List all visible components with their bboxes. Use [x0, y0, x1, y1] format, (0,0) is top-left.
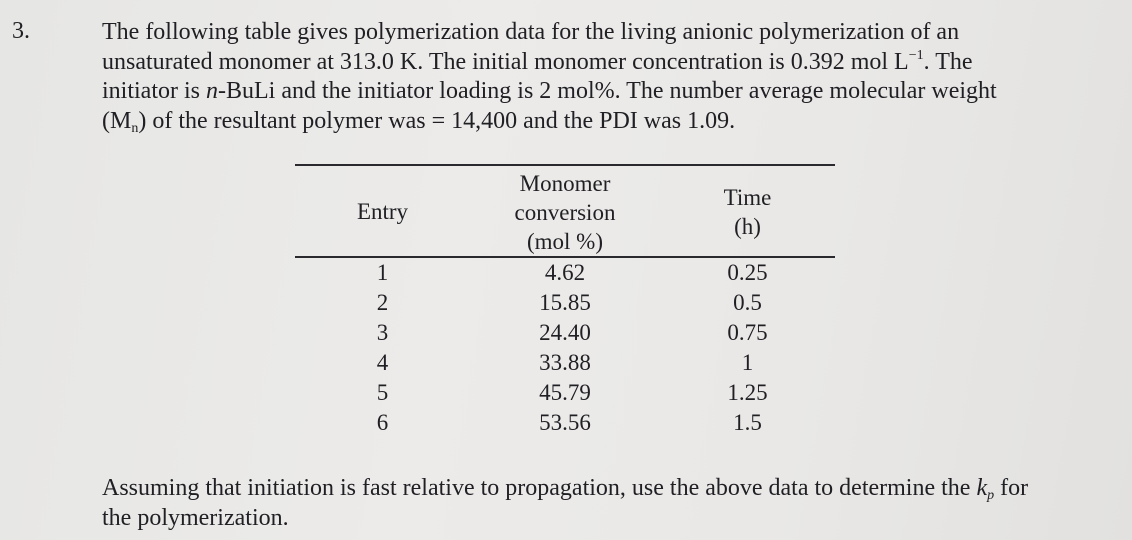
closing-line-2: the polymerization.	[102, 504, 289, 531]
line4-head: (M	[102, 107, 132, 134]
table-row-conversion: 53.56	[539, 410, 591, 435]
mn-subscript: n	[131, 120, 139, 136]
table-row-conversion: 45.79	[539, 380, 591, 405]
table-row-conversion: 15.85	[539, 290, 591, 315]
problem-line-1: The following table gives polymerization data for the living anionic polymerization of an	[102, 19, 960, 45]
line2-text: unsaturated monomer at 313.0 K. The initial monomer concentration is 0.392 mol L	[102, 48, 909, 75]
table-row-time: 0.75	[727, 320, 768, 345]
header-entry: Entry	[356, 199, 409, 224]
table-row-entry: 4	[376, 350, 389, 375]
table-row-entry: 2	[376, 290, 389, 315]
closing-line-1-tail: for	[994, 475, 1029, 501]
header-time-line-2: (h)	[734, 214, 761, 239]
entry-column	[295, 258, 470, 438]
table-row-time: 1.25	[727, 380, 768, 405]
closing-line-1	[102, 474, 1112, 504]
table-row-entry: 5	[376, 380, 389, 405]
units-superscript: −1	[908, 47, 924, 63]
question-number: 3.	[12, 18, 30, 44]
problem-line-2	[102, 48, 1102, 78]
table-row-time: 0.5	[733, 290, 762, 315]
problem-line-4	[102, 107, 1102, 137]
closing-line-1-head: Assuming that initiation is fast relative to propagation, use the above data to determine the	[102, 475, 977, 501]
table-row-conversion: 33.88	[539, 350, 591, 375]
table-row-entry: 6	[376, 410, 389, 435]
time-column	[660, 258, 835, 438]
kp-symbol: k	[976, 475, 988, 501]
table-row-time: 1.5	[733, 410, 762, 435]
table-top-rule	[295, 164, 835, 166]
header-conversion-line-3: (mol %)	[526, 229, 603, 254]
line3-tail: -BuLi and the initiator loading is 2 mol%. The number average molecular weight	[218, 78, 997, 104]
table-row-entry: 1	[376, 260, 389, 285]
conversion-column	[470, 258, 660, 438]
table-row-entry: 3	[376, 320, 389, 345]
header-conversion-line-2: conversion	[514, 200, 616, 225]
closing-statement	[102, 474, 1112, 533]
table-row-conversion: 24.40	[539, 320, 591, 345]
table-row-time: 0.25	[727, 260, 768, 285]
table-row-time: 1	[741, 350, 754, 375]
header-time	[660, 183, 835, 241]
line2-tail: . The	[923, 48, 973, 75]
header-conversion-line-1: Monomer	[519, 171, 611, 196]
line3-head: initiator is	[102, 78, 206, 104]
header-time-line-1: Time	[723, 185, 772, 210]
header-conversion	[470, 169, 660, 256]
table-row-conversion: 4.62	[544, 260, 586, 285]
problem-statement	[102, 18, 1102, 136]
kp-subscript-text: p	[987, 488, 995, 503]
line4-tail: ) of the resultant polymer was = 14,400 and the PDI was 1.09.	[138, 107, 736, 134]
problem-line-3	[102, 77, 1102, 107]
italic-n: n	[206, 78, 218, 104]
